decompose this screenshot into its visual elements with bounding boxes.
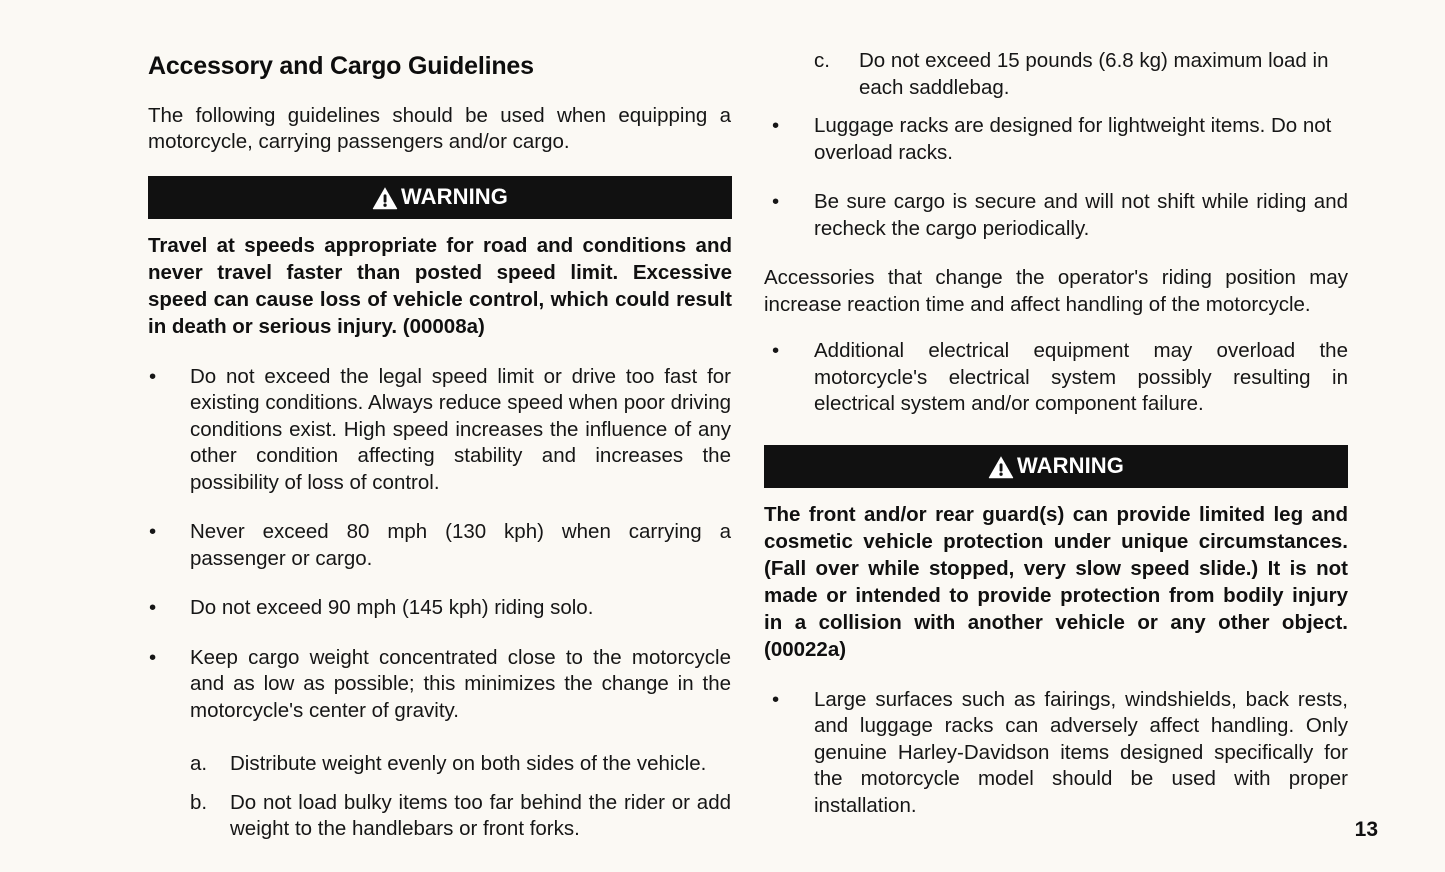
right-column (740, 0, 1445, 872)
page-title: Accessory and Cargo Guidelines (148, 52, 534, 80)
warning-body-text: Travel at speeds appropriate for road and conditions and never travel faster than posted speed limit. Excessive speed can cause loss of vehicle control, which could result in death or serious injury. (00008a) (148, 233, 732, 338)
list-item (764, 338, 1348, 418)
list-item (148, 519, 731, 572)
right-bullet-list-mid (764, 338, 1348, 418)
list-item (148, 645, 731, 725)
list-item-text: Luggage racks are designed for lightweight items. Do not overload racks. (814, 114, 1332, 164)
accessories-paragraph: Accessories that change the operator's riding position may increase reaction time and affect handling of the motorcycle. (764, 266, 1348, 316)
sub-list-item-text: Do not exceed 15 pounds (6.8 kg) maximum load in each saddlebag. (859, 49, 1329, 99)
bullet-icon: • (772, 190, 780, 213)
sub-list-item (148, 751, 731, 778)
warning-banner (764, 445, 1348, 488)
spacer (148, 354, 740, 364)
warning-triangle-icon (988, 455, 1014, 479)
sub-list-marker: a. (190, 752, 208, 776)
page-number: 13 (1354, 818, 1378, 841)
warning-box-00008a (148, 176, 732, 340)
list-item-text: Be sure cargo is secure and will not shift while riding and recheck the cargo periodically. (814, 190, 1348, 240)
list-item (764, 687, 1348, 820)
bullet-icon: • (772, 687, 780, 711)
list-item-text: Do not exceed 90 mph (145 kph) riding solo. (190, 596, 594, 620)
warning-label: WARNING (400, 184, 509, 210)
sub-list-item-text: Distribute weight evenly on both sides of the vehicle. (230, 752, 707, 776)
intro-paragraph: The following guidelines should be used when equipping a motorcycle, carrying passengers and/or cargo. (148, 103, 731, 154)
bullet-icon: • (149, 364, 157, 388)
right-sub-list-continued (764, 48, 1348, 101)
warning-banner (148, 176, 732, 219)
warning-triangle-icon (372, 186, 398, 210)
sub-list-item (764, 48, 1348, 101)
bullet-icon: • (149, 596, 157, 620)
sub-list-marker: c. (814, 49, 830, 72)
list-item-text: Keep cargo weight concentrated close to the motorcycle and as low as possible; this minimizes the change in the motorcycle's center of gravity. (190, 645, 731, 722)
left-bullet-list (148, 364, 740, 725)
sub-list-item (148, 790, 731, 843)
warning-box-00022a (764, 445, 1348, 663)
list-item (148, 595, 731, 622)
bullet-icon: • (772, 114, 780, 137)
warning-label: WARNING (1016, 453, 1125, 478)
list-item-text: Additional electrical equipment may overload the motorcycle's electrical system possibly resulting in electrical system and/or component failure. (814, 339, 1348, 415)
list-item (764, 113, 1348, 166)
left-sub-list (148, 751, 740, 843)
spacer (764, 677, 1348, 687)
list-item-text: Never exceed 80 mph (130 kph) when carrying a passenger or cargo. (190, 520, 731, 570)
list-item (148, 364, 731, 497)
sub-list-item-text: Do not load bulky items too far behind the rider or add weight to the handlebars or front forks. (230, 790, 731, 841)
bullet-icon: • (149, 520, 157, 544)
bullet-icon: • (149, 645, 157, 669)
right-bullet-list-bottom (764, 687, 1348, 820)
bullet-icon: • (772, 339, 780, 362)
right-bullet-list-top (764, 113, 1348, 242)
sub-list-marker: b. (190, 790, 208, 814)
list-item-text: Do not exceed the legal speed limit or drive too fast for existing conditions. Always reduce speed when poor driving conditions exist. High speed increases the influence of any other condition affecting stability and increases the possibility of loss of control. (190, 364, 731, 494)
list-item-text: Large surfaces such as fairings, windshields, back rests, and luggage racks can adversely affect handling. Only genuine Harley-Davidson items designed specifically for the motorcycle model should be used with proper installation. (814, 687, 1348, 817)
list-item (764, 189, 1348, 242)
warning-body-text: The front and/or rear guard(s) can provide limited leg and cosmetic vehicle protection under unique circumstances. (Fall over while stopped, very slow speed slide.) It is not made or intended to provide protection from bodily injury in a collision with another vehicle or any other object. (00022a) (764, 502, 1348, 661)
